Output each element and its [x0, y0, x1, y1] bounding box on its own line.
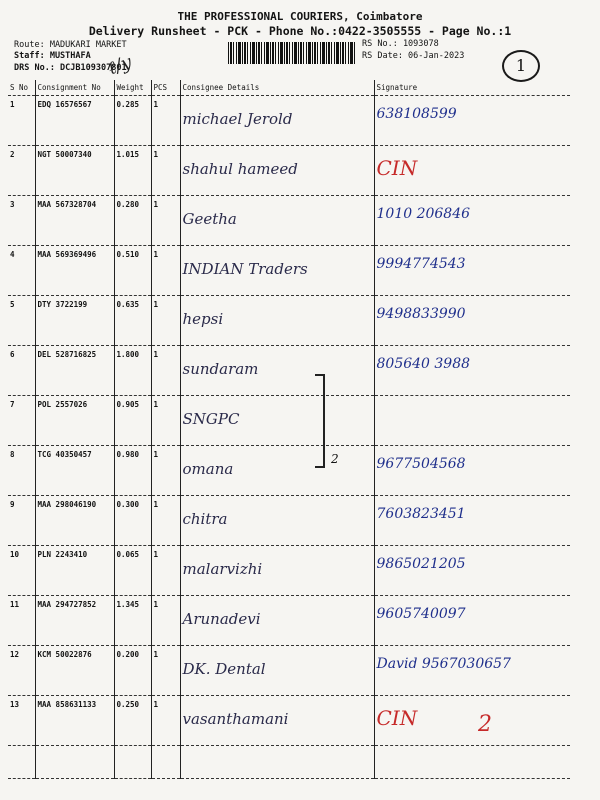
cell-signature [374, 96, 570, 146]
rs-number: RS No.: 1093078 [362, 39, 439, 49]
cell-consignment-no: MAA 298046190 [35, 496, 114, 546]
handwritten-signature: 1010 206846 [376, 206, 471, 222]
table-row [8, 196, 570, 246]
table-row [8, 96, 570, 146]
cell-signature [374, 546, 570, 596]
bracket-count: 2 [331, 452, 339, 466]
cell-consignee [180, 246, 374, 296]
cell-signature [374, 646, 570, 696]
cell-consignee [180, 696, 374, 746]
cell-pcs: 1 [151, 96, 180, 146]
table-row [8, 646, 570, 696]
cell-signature [374, 146, 570, 196]
cell-pcs: 1 [151, 396, 180, 446]
runsheet-title: Delivery Runsheet - PCK - Phone No.:0422-3505555 - Page No.:1 [88, 24, 512, 38]
cell-weight: 0.250 [114, 696, 151, 746]
cell-signature [374, 346, 570, 396]
cell-consignment-no: EDQ 16576567 [35, 96, 114, 146]
cell-consignment-no: NGT 50007340 [35, 146, 114, 196]
cell-pcs: 1 [151, 496, 180, 546]
staff-label: Staff: MUSTHAFA [14, 51, 91, 61]
barcode [228, 42, 356, 64]
cell-signature [374, 196, 570, 246]
cell-weight: 0.280 [114, 196, 151, 246]
col-header-weight: Weight [114, 80, 151, 96]
route-label: Route: MADUKARI MARKET [14, 40, 127, 50]
handwritten-signature: 9994774543 [376, 256, 466, 272]
cell-sno: 5 [8, 296, 35, 346]
cell-consignee [180, 96, 374, 146]
handwritten-signature: CIN [376, 156, 418, 180]
table-row [8, 146, 570, 196]
cell-consignment-no: PLN 2243410 [35, 546, 114, 596]
cell-pcs: 1 [151, 146, 180, 196]
handwritten-consignee: SNGPC [182, 410, 240, 428]
cell-consignee [180, 546, 374, 596]
handwritten-consignee: DK. Dental [182, 660, 266, 678]
handwritten-signature: 9865021205 [376, 556, 466, 572]
cell-signature [374, 696, 570, 746]
empty-row [8, 746, 570, 779]
cell-consignment-no: MAA 567328704 [35, 196, 114, 246]
cell-weight: 1.345 [114, 596, 151, 646]
cell-pcs: 1 [151, 296, 180, 346]
handwritten-consignee: vasanthamani [182, 710, 289, 728]
table-row [8, 296, 570, 346]
cell-sno: 1 [8, 96, 35, 146]
cell-consignee [180, 396, 374, 446]
cell-weight: 0.980 [114, 446, 151, 496]
cell-signature [374, 446, 570, 496]
col-header-consignment: Consignment No [35, 80, 114, 96]
cell-sno: 6 [8, 346, 35, 396]
cell-consignee [180, 296, 374, 346]
table-row [8, 396, 570, 446]
cell-pcs: 1 [151, 446, 180, 496]
cell-sno: 11 [8, 596, 35, 646]
cell-consignee [180, 646, 374, 696]
cell-consignment-no: DEL 528716825 [35, 346, 114, 396]
handwritten-signature: 638108599 [376, 106, 457, 122]
cell-signature [374, 496, 570, 546]
cell-consignee [180, 596, 374, 646]
company-title: THE PROFESSIONAL COURIERS, Coimbatore [177, 10, 423, 23]
cell-consignee [180, 346, 374, 396]
cell-sno: 7 [8, 396, 35, 446]
cell-consignment-no: DTY 3722199 [35, 296, 114, 346]
handwritten-consignee: INDIAN Traders [182, 260, 308, 278]
handwritten-signature: CIN [376, 706, 418, 730]
cell-pcs: 1 [151, 546, 180, 596]
cell-signature [374, 596, 570, 646]
cell-consignee [180, 496, 374, 546]
cell-pcs: 1 [151, 696, 180, 746]
table-row [8, 496, 570, 546]
cell-consignment-no: KCM 50022876 [35, 646, 114, 696]
cell-weight: 0.285 [114, 96, 151, 146]
handwritten-signature: 9498833990 [376, 306, 466, 322]
col-header-signature: Signature [374, 80, 570, 96]
table-row [8, 596, 570, 646]
cell-consignment-no: MAA 569369496 [35, 246, 114, 296]
cell-consignment-no: MAA 294727852 [35, 596, 114, 646]
cell-sno: 8 [8, 446, 35, 496]
cell-sno: 2 [8, 146, 35, 196]
handwritten-consignee: shahul hameed [182, 160, 298, 178]
cell-weight: 0.635 [114, 296, 151, 346]
cell-weight: 0.300 [114, 496, 151, 546]
col-header-consignee: Consignee Details [180, 80, 374, 96]
cell-weight: 1.800 [114, 346, 151, 396]
handwritten-consignee: hepsi [182, 310, 224, 328]
cell-pcs: 1 [151, 196, 180, 246]
cell-weight: 0.510 [114, 246, 151, 296]
cell-sno: 10 [8, 546, 35, 596]
cell-consignment-no: MAA 858631133 [35, 696, 114, 746]
cell-pcs: 1 [151, 246, 180, 296]
cell-consignment-no: POL 2557026 [35, 396, 114, 446]
handwritten-initials: ℓ/y [105, 51, 135, 80]
footer-red-mark: 2 [478, 712, 492, 737]
cell-weight: 0.905 [114, 396, 151, 446]
col-header-sno: S No [8, 80, 35, 96]
handwritten-signature: 9605740097 [376, 606, 466, 622]
cell-consignee [180, 146, 374, 196]
cell-signature [374, 246, 570, 296]
cell-weight: 0.200 [114, 646, 151, 696]
table-row [8, 346, 570, 396]
handwritten-consignee: malarvizhi [182, 560, 263, 578]
cell-weight: 1.015 [114, 146, 151, 196]
consignment-table [8, 80, 570, 779]
handwritten-consignee: sundaram [182, 360, 259, 378]
circled-page-mark: 1 [502, 50, 540, 82]
cell-sno: 3 [8, 196, 35, 246]
handwritten-consignee: omana [182, 460, 234, 478]
cell-consignee [180, 196, 374, 246]
table-header-row [8, 80, 570, 96]
cell-pcs: 1 [151, 596, 180, 646]
table-row [8, 446, 570, 496]
rs-date: RS Date: 06-Jan-2023 [362, 51, 465, 61]
cell-consignment-no: TCG 40350457 [35, 446, 114, 496]
handwritten-consignee: Arunadevi [182, 610, 261, 628]
cell-consignee [180, 446, 374, 496]
grouping-bracket [315, 374, 325, 468]
cell-sno: 12 [8, 646, 35, 696]
cell-pcs: 1 [151, 346, 180, 396]
handwritten-consignee: chitra [182, 510, 228, 528]
handwritten-signature: David 9567030657 [376, 656, 511, 672]
cell-signature [374, 296, 570, 346]
cell-signature [374, 396, 570, 446]
cell-pcs: 1 [151, 646, 180, 696]
cell-sno: 4 [8, 246, 35, 296]
col-header-pcs: PCS [151, 80, 180, 96]
drs-number: DRS No.: DCJB109307801 [14, 63, 127, 73]
table-row [8, 246, 570, 296]
table-row [8, 546, 570, 596]
handwritten-signature: 7603823451 [376, 506, 466, 522]
cell-weight: 0.065 [114, 546, 151, 596]
handwritten-signature: 805640 3988 [376, 356, 471, 372]
handwritten-consignee: Geetha [182, 210, 237, 228]
handwritten-consignee: michael Jerold [182, 110, 293, 128]
cell-sno: 13 [8, 696, 35, 746]
cell-sno: 9 [8, 496, 35, 546]
handwritten-signature: 9677504568 [376, 456, 466, 472]
